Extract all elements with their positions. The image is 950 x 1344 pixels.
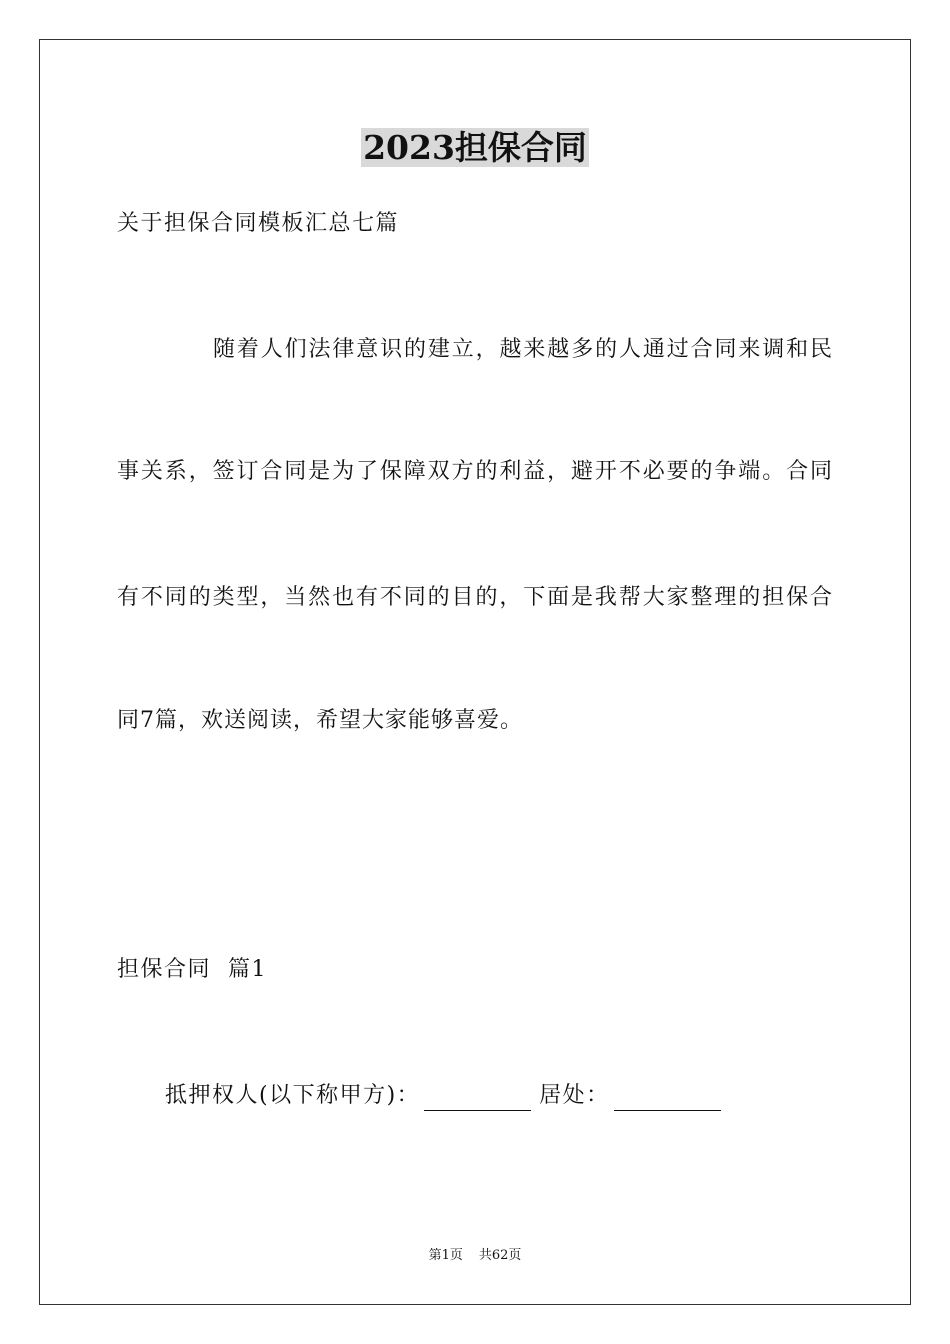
mortgagee-label: 抵押权人(以下称甲方)： (165, 1083, 421, 1108)
intro-line-1: 随着人们法律意识的建立，越来越多的人通过合同来调和民 (213, 337, 832, 362)
page-current: 第1页 (428, 1248, 463, 1263)
residence-blank[interactable] (614, 1088, 721, 1111)
section-heading: 担保合同 篇1 (117, 957, 267, 982)
residence-label: 居处： (539, 1083, 610, 1108)
document-title: 2023担保合同 (363, 128, 587, 167)
intro-line-4: 同7篇，欢送阅读，希望大家能够喜爱。 (117, 708, 523, 733)
page-total: 共62页 (478, 1248, 522, 1263)
mortgagee-field-line (165, 1081, 729, 1111)
page-footer (0, 1247, 950, 1265)
document-subtitle: 关于担保合同模板汇总七篇 (117, 211, 400, 236)
mortgagee-name-blank[interactable] (424, 1088, 531, 1111)
intro-line-3: 有不同的类型，当然也有不同的目的，下面是我帮大家整理的担保合 (117, 585, 832, 610)
intro-line-2: 事关系，签订合同是为了保障双方的利益，避开不必要的争端。合同 (117, 459, 832, 484)
